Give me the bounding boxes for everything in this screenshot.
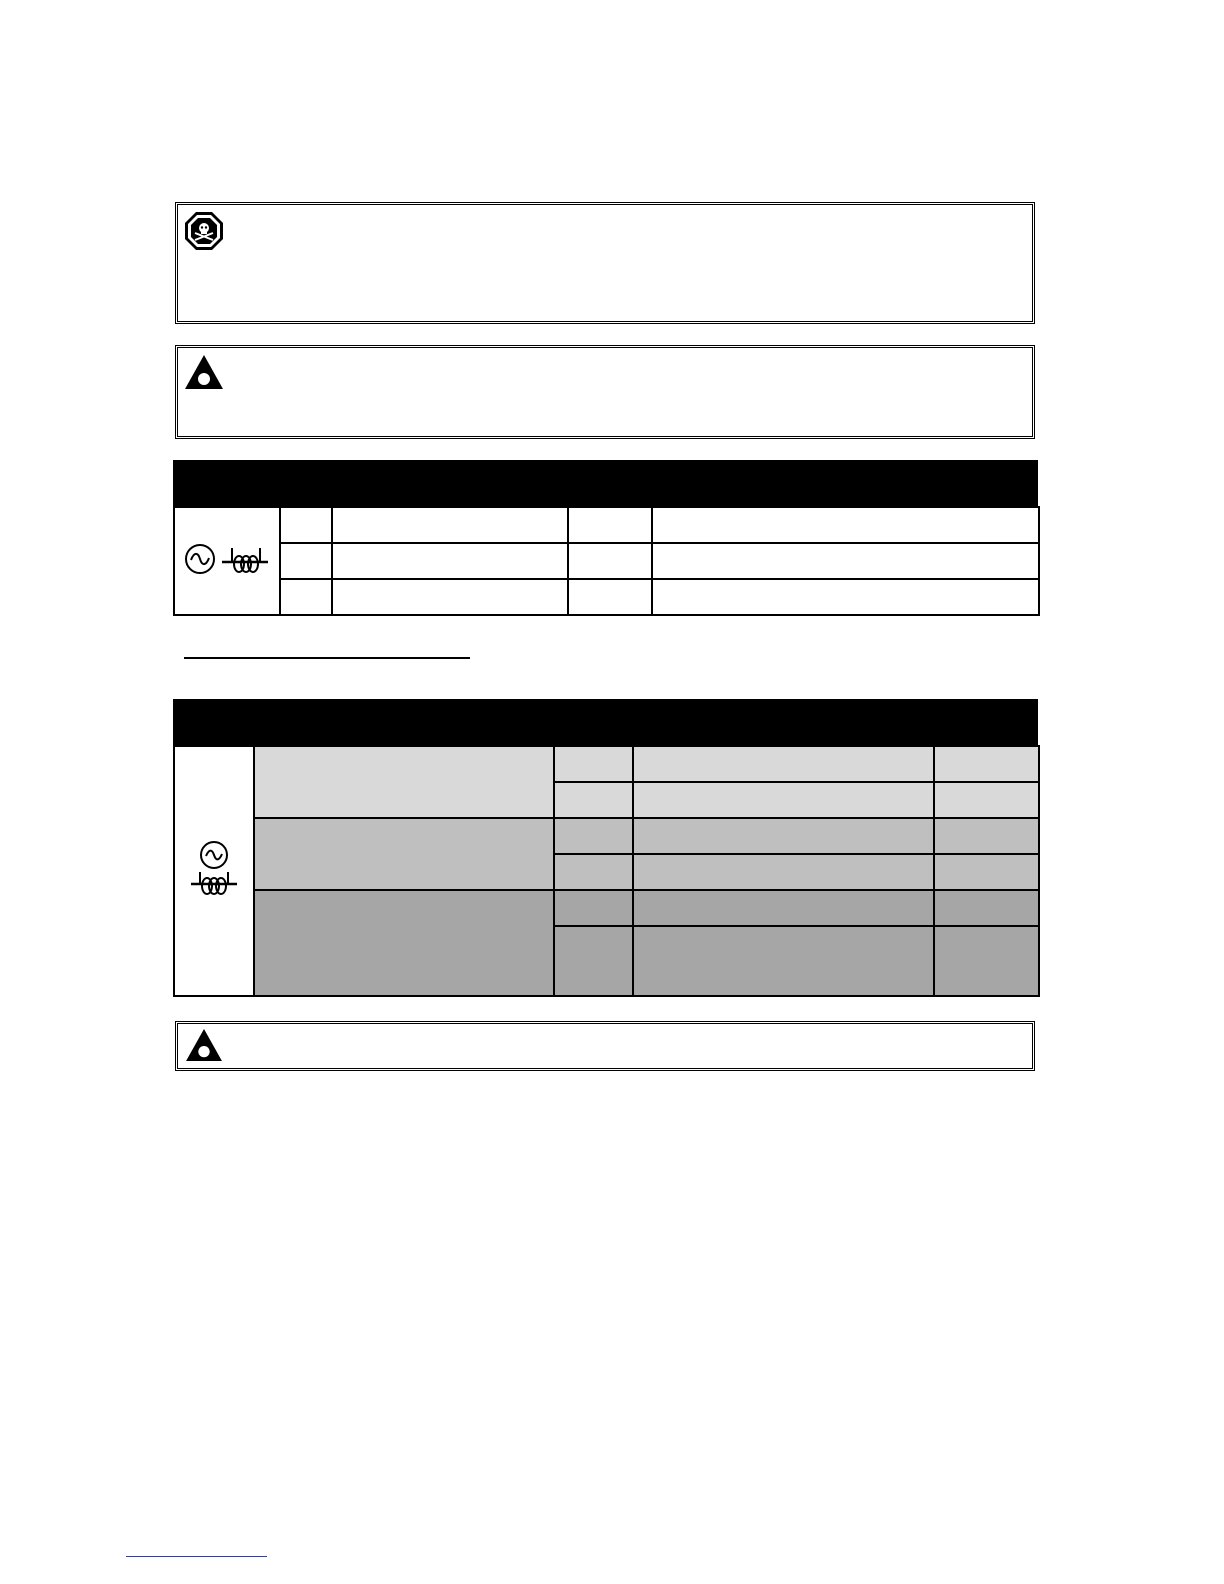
danger-notice-box [175,202,1035,324]
ac-coil-symbol-icon [189,840,239,898]
table-cell [633,782,934,818]
table-cell [554,746,633,782]
table-cell [554,926,633,996]
table-row [174,543,1039,579]
table-row [174,746,1039,782]
table-cell [652,543,1039,579]
table-cell [633,854,934,890]
table-cell [633,890,934,926]
table1-header-bar [173,460,1038,506]
caution-notice-box [175,1021,1035,1071]
section-underline [184,657,470,659]
table2 [173,745,1040,997]
table-cell [568,543,652,579]
warning-notice-box [175,345,1035,439]
table-row [174,579,1039,615]
table-cell [554,818,633,854]
table-cell [568,507,652,543]
table-cell [633,746,934,782]
table-cell [934,746,1039,782]
table-cell [934,854,1039,890]
footer-link-underline[interactable] [126,1556,267,1557]
table-cell [934,890,1039,926]
table-cell [934,926,1039,996]
table-cell [934,782,1039,818]
skull-crossbones-icon [184,211,224,251]
table-cell [332,579,568,615]
table-cell [934,818,1039,854]
table-cell [554,782,633,818]
table-cell [280,579,332,615]
table2-header-bar [173,699,1038,745]
table-cell [652,579,1039,615]
table1-symbol-cell [174,507,280,615]
table-cell [554,890,633,926]
table2-symbol-cell [174,746,254,996]
table-cell [332,507,568,543]
table1 [173,506,1040,616]
table-cell [280,507,332,543]
group3-label-cell [254,890,554,996]
table-cell [332,543,568,579]
warning-triangle-icon [184,354,224,390]
table-row [174,818,1039,854]
group2-label-cell [254,818,554,890]
table-cell [568,579,652,615]
table-cell [652,507,1039,543]
table-cell [633,818,934,854]
ac-coil-symbol-icon [184,542,270,576]
table-row [174,890,1039,926]
table-cell [554,854,633,890]
table-row [174,507,1039,543]
table-cell [280,543,332,579]
warning-triangle-icon [184,1028,224,1062]
group1-label-cell [254,746,554,818]
table-cell [633,926,934,996]
